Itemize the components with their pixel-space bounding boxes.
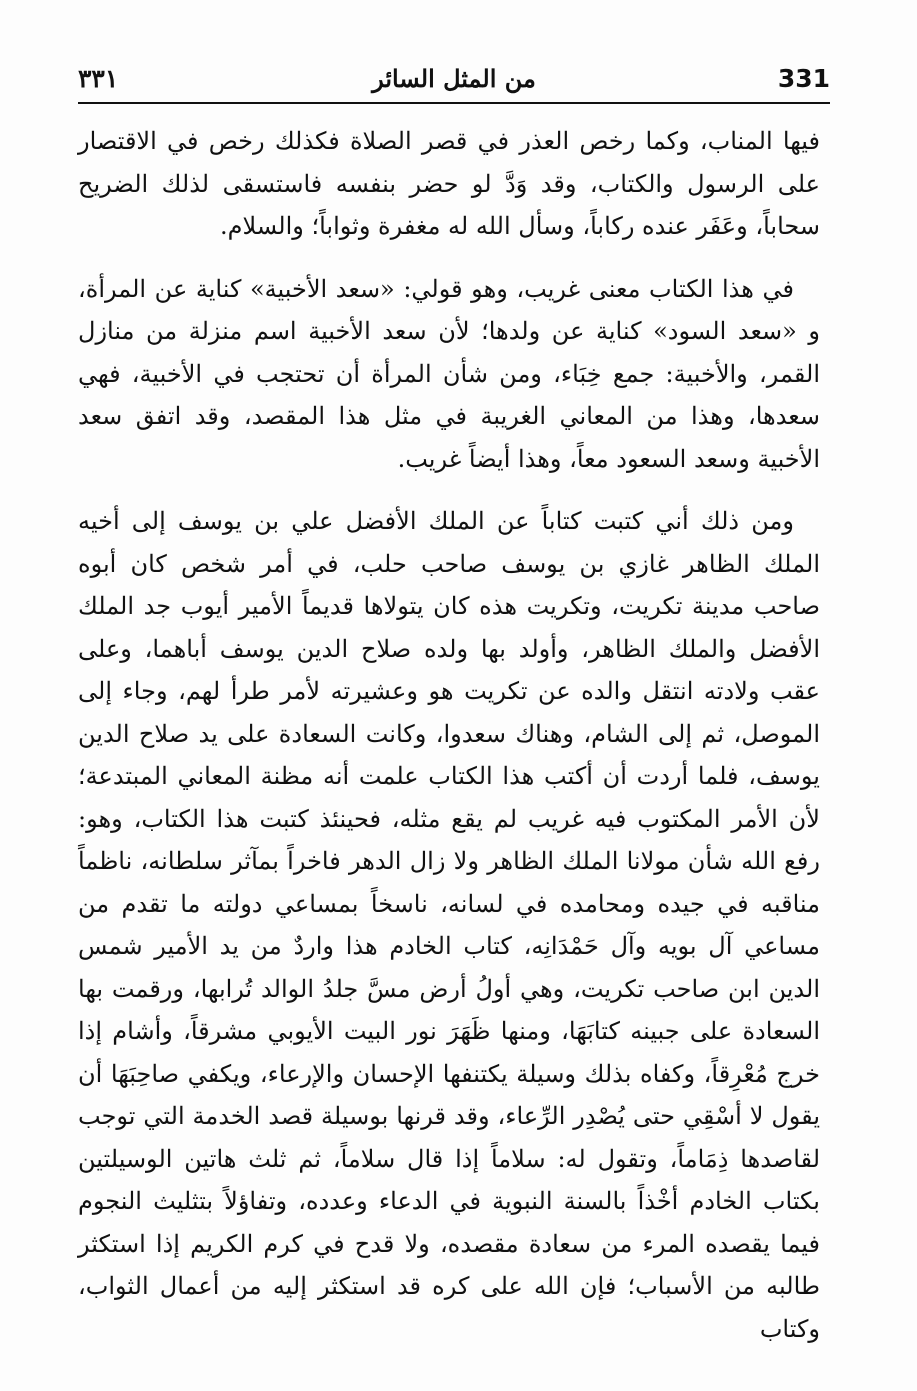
body-text (78, 120, 820, 1350)
paragraph: في هذا الكتاب معنى غريب، وهو قولي: «سعد الأخبية» كناية عن المرأة، و «سعد السود» كناية عن ولدها؛ لأن سعد الأخبية اسم منزلة من منازل القمر، والأخبية: جمع خِبَاء، ومن شأن المرأة أن تحتجب في الأخبية، فهي سعدها، وهذا من المعاني الغريبة في مثل هذا المقصد، وقد اتفق سعد الأخبية وسعد السعود معاً، وهذا أيضاً غريب. (78, 274, 820, 473)
paragraph: فيها المناب، وكما رخص العذر في قصر الصلاة فكذلك رخص في الاقتصار على الرسول والكتاب، وقد وَدَّ لو حضر بنفسه فاستسقى لذلك الضريح سحاباً، وعَفَر عنده ركاباً، وسأل الله له مغفرة وثواباً؛ والسلام. (78, 127, 821, 240)
page-header (78, 62, 830, 102)
paragraph: ومن ذلك أني كتبت كتاباً عن الملك الأفضل علي بن يوسف إلى أخيه الملك الظاهر غازي بن يوسف صاحب حلب، في أمر شخص كان أبوه صاحب مدينة تكريت، وتكريت هذه كان يتولاها قديماً الأمير أيوب جد الملك الأفضل والملك الظاهر، وأولد بها ولده صلاح الدين يوسف أباهما، وعلى عقب ولادته انتقل والده عن تكريت هو وعشيرته لأمر طرأ لهم، وجاء إلى الموصل، ثم إلى الشام، وهناك سعدوا، وكانت السعادة على يد صلاح الدين يوسف، فلما أردت أن أكتب هذا الكتاب علمت أنه مظنة المعاني المبتدعة؛ لأن الأمر المكتوب فيه غريب لم يقع مثله، فحينئذ كتبت هذا الكتاب، وهو: رفع الله شأن مولانا الملك الظاهر ولا زال الدهر فاخراً بمآثر سلطانه، ناظماً مناقبه في جيده ومحامده في لسانه، ناسخاً بمساعي دولته ما تقدم من مساعي آل بويه وآل حَمْدَانِه، كتاب الخادم هذا واردٌ من يد الأمير شمس الدين ابن صاحب تكريت، وهي أولُ أرض مسَّ جلدُ الوالد تُرابها، ورقمت بها السعادة على جبينه كتابَهَا، ومنها ظَهَرَ نور البيت الأيوبي مشرقاً، وأشام إذا خرج مُعْرِقاً، وكفاه بذلك وسيلة يكتنفها الإحسان والإرعاء، ويكفي صاحِبَهَا أن يقول لا أسْقِي حتى يُصْدِر الرِّعاء، وقد قرنها بوسيلة قصد الخدمة التي توجب لقاصدها ذِمَاماً، وتقول له: سلاماً إذا قال سلاماً، ثم ثلث هاتين الوسيلتين بكتاب الخادم أخْذاً بالسنة النبوية في الدعاء وعدده، وتفاؤلاً بتثليث النجوم فيما يقصده المرء من سعادة مقصده، ولا قدح في كرم الكريم إذا استكثر طالبه من الأسباب؛ فإن الله على كره قد استكثر إليه من أعمال الثواب، وكتاب (78, 507, 820, 1343)
page-number-latin: 331 (777, 64, 830, 93)
running-title: من المثل السائر (372, 64, 536, 93)
page-number-arabic: ٣٣١ (78, 64, 119, 93)
header-rule (78, 102, 830, 104)
